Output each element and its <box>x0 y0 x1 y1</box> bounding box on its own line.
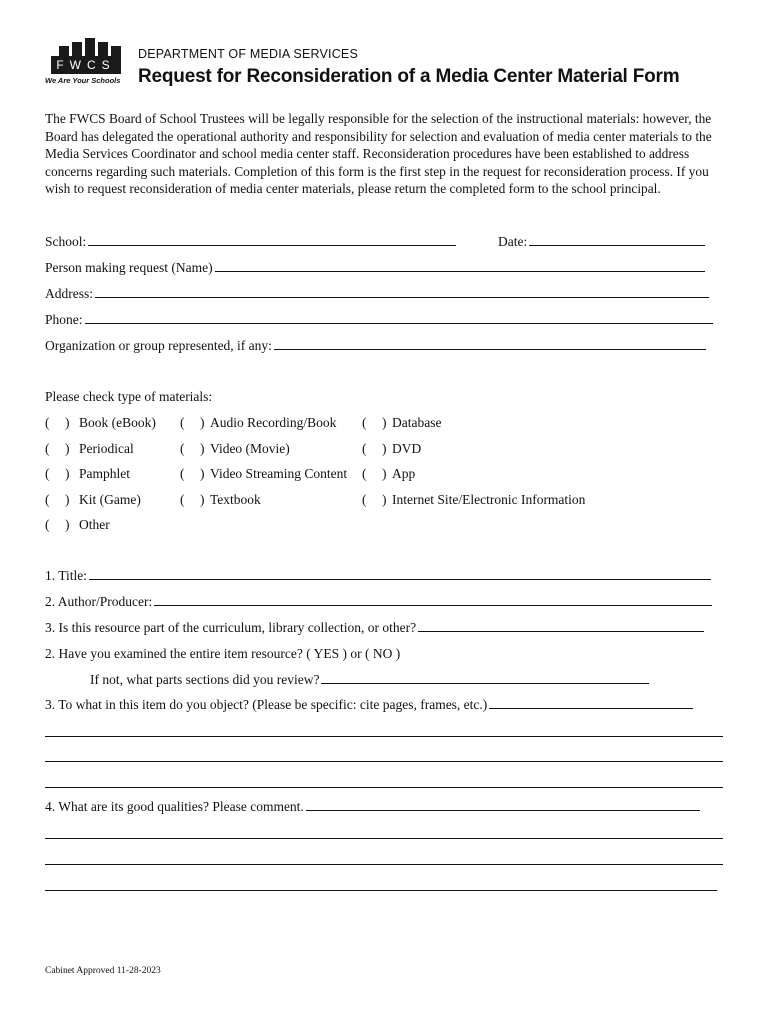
good-qualities-input[interactable] <box>306 799 700 811</box>
author-input[interactable] <box>154 594 712 606</box>
approval-footer: Cabinet Approved 11-28-2023 <box>45 966 161 976</box>
author-question <box>45 594 712 610</box>
good-qualities-answer-line[interactable] <box>45 890 717 891</box>
material-option-label: Textbook <box>210 491 261 507</box>
name-input[interactable] <box>215 260 705 272</box>
checkbox-open-paren[interactable]: ( <box>45 415 50 430</box>
checkbox-open-paren[interactable]: ( <box>362 491 367 507</box>
organization-label: Organization or group represented, if any: <box>45 338 272 353</box>
part-of-question-label: 3. Is this resource part of the curriculum, library collection, or other? <box>45 620 417 635</box>
material-option-label: Book (eBook) <box>79 415 156 430</box>
good-qualities-question <box>45 799 700 815</box>
address-label: Address: <box>45 286 93 301</box>
checkbox-open-paren[interactable]: ( <box>180 491 185 507</box>
material-option-label: Video (Movie) <box>210 440 290 456</box>
department-name: DEPARTMENT OF MEDIA SERVICES <box>138 47 358 61</box>
material-option-label: DVD <box>392 440 422 456</box>
material-option-label: Audio Recording/Book <box>210 415 337 430</box>
logo-bars-icon <box>55 38 119 56</box>
checkbox-open-paren[interactable]: ( <box>45 440 50 456</box>
materials-heading: Please check type of materials: <box>45 389 213 404</box>
school-field <box>45 234 456 250</box>
if-not-input[interactable] <box>321 672 649 684</box>
material-option-label: Internet Site/Electronic Information <box>392 491 586 507</box>
checkbox-close-paren[interactable]: ) <box>382 415 387 430</box>
address-input[interactable] <box>95 286 709 298</box>
checkbox-close-paren[interactable]: ) <box>65 466 70 482</box>
if-not-question <box>90 672 649 688</box>
name-label: Person making request (Name) <box>45 260 213 275</box>
checkbox-close-paren[interactable]: ) <box>382 440 387 456</box>
checkbox-open-paren[interactable]: ( <box>45 517 50 533</box>
material-option-label: Periodical <box>79 440 134 456</box>
logo-tagline: We Are Your Schools <box>45 76 121 85</box>
organization-input[interactable] <box>274 338 706 350</box>
date-label: Date: <box>498 234 528 249</box>
form-title: Request for Reconsideration of a Media Center Material Form <box>138 66 680 87</box>
checkbox-open-paren[interactable]: ( <box>362 440 367 456</box>
material-option-label: App <box>392 466 416 482</box>
phone-field <box>45 312 713 328</box>
checkbox-close-paren[interactable]: ) <box>65 415 70 430</box>
date-input[interactable] <box>529 234 705 246</box>
object-question-label: 3. To what in this item do you object? (Please be specific: cite pages, frames, etc.) <box>45 697 488 712</box>
part-of-input[interactable] <box>418 620 704 632</box>
part-of-question <box>45 620 704 636</box>
object-answer-line[interactable] <box>45 787 723 788</box>
checkbox-close-paren[interactable]: ) <box>200 440 205 456</box>
phone-label: Phone: <box>45 312 83 327</box>
checkbox-open-paren[interactable]: ( <box>45 491 50 507</box>
author-question-label: 2. Author/Producer: <box>45 594 153 609</box>
checkbox-close-paren[interactable]: ) <box>65 517 70 533</box>
object-answer-line[interactable] <box>45 761 723 762</box>
phone-input[interactable] <box>85 312 713 324</box>
title-question <box>45 568 711 584</box>
checkbox-open-paren[interactable]: ( <box>362 466 367 482</box>
checkbox-open-paren[interactable]: ( <box>180 466 185 482</box>
examined-question-label[interactable]: 2. Have you examined the entire item resource? ( YES ) or ( NO ) <box>45 646 401 661</box>
material-option-label: Kit (Game) <box>79 491 141 507</box>
good-qualities-label: 4. What are its good qualities? Please comment. <box>45 799 304 814</box>
checkbox-open-paren[interactable]: ( <box>45 466 50 482</box>
checkbox-close-paren[interactable]: ) <box>65 440 70 456</box>
good-qualities-answer-line[interactable] <box>45 864 723 865</box>
address-field <box>45 286 709 302</box>
checkbox-close-paren[interactable]: ) <box>382 491 387 507</box>
object-answer-line[interactable] <box>45 736 723 737</box>
checkbox-open-paren[interactable]: ( <box>180 415 185 430</box>
checkbox-open-paren[interactable]: ( <box>362 415 367 430</box>
material-option-label: Other <box>79 517 110 533</box>
checkbox-close-paren[interactable]: ) <box>65 491 70 507</box>
checkbox-close-paren[interactable]: ) <box>200 466 205 482</box>
checkbox-close-paren[interactable]: ) <box>200 491 205 507</box>
material-option-label: Database <box>392 415 442 430</box>
checkbox-open-paren[interactable]: ( <box>180 440 185 456</box>
title-input[interactable] <box>89 568 711 580</box>
date-field <box>498 234 705 250</box>
good-qualities-answer-line[interactable] <box>45 838 723 839</box>
fwcs-logo <box>45 38 127 90</box>
checkbox-close-paren[interactable]: ) <box>200 415 205 430</box>
if-not-question-label: If not, what parts sections did you review? <box>90 672 320 687</box>
school-input[interactable] <box>88 234 456 246</box>
intro-paragraph: The FWCS Board of School Trustees will be legally responsible for the selection of the instructional materials: however, the Board has delegated the operational authority and responsibility for selection and evaluation of media center materials to the Media Services Coordinator and school media center staff. Reconsideration procedures have been established to address concerns regarding such materials. Completion of this form is the first step in the request for reconsideration process. If you wish to request reconsideration of media center materials, please return the completed form to the school principal. <box>45 111 712 197</box>
examined-question <box>45 646 400 662</box>
school-label: School: <box>45 234 87 249</box>
organization-field <box>45 338 706 354</box>
logo-wordmark: FWCS <box>51 56 121 74</box>
object-input[interactable] <box>489 697 693 709</box>
name-field <box>45 260 705 276</box>
title-question-label: 1. Title: <box>45 568 88 583</box>
material-option-label: Video Streaming Content <box>210 466 348 482</box>
material-option-label: Pamphlet <box>79 466 130 482</box>
checkbox-close-paren[interactable]: ) <box>382 466 387 482</box>
object-question <box>45 697 693 713</box>
